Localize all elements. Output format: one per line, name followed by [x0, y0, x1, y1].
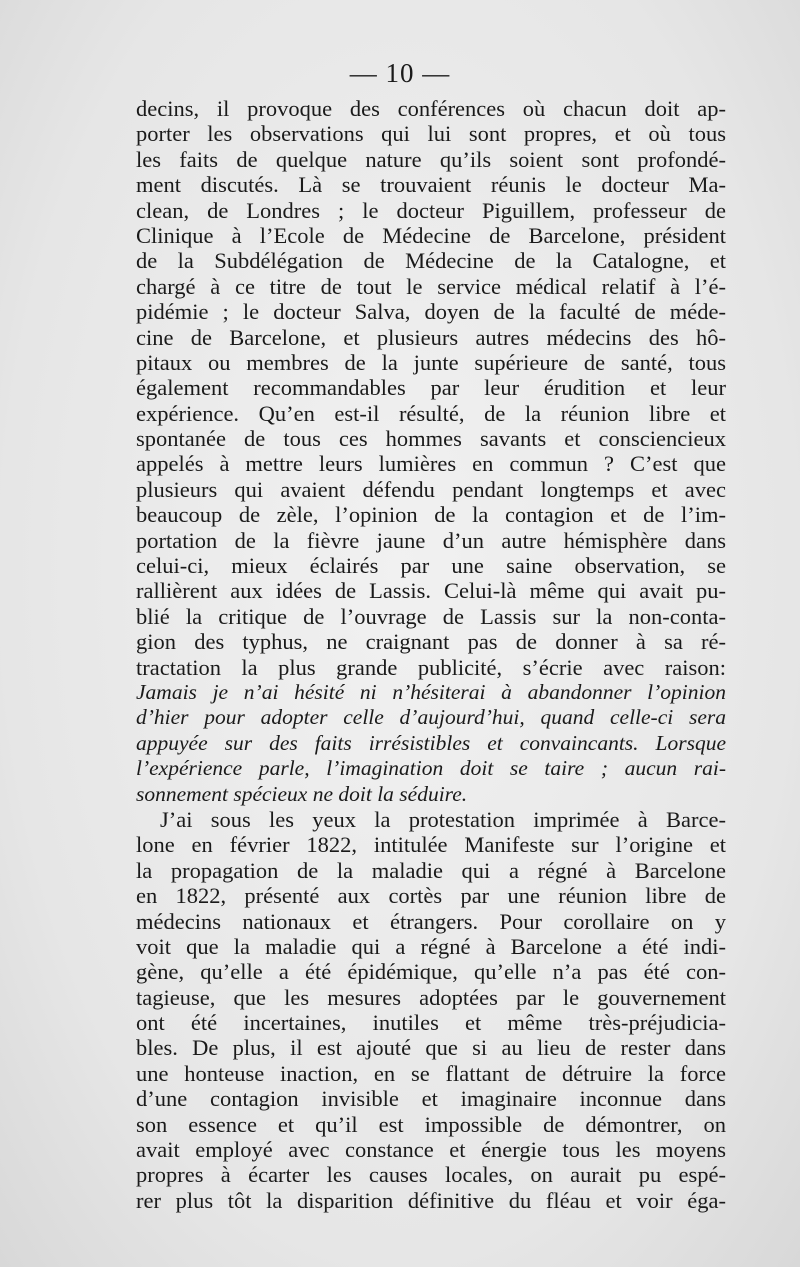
text-line: spontanée de tous ces hommes savants et consciencieux — [136, 426, 726, 452]
text-line: gène, qu’elle a été épidémique, qu’elle n’a pas été con- — [136, 959, 726, 985]
text-line: également recommandables par leur érudition et leur — [136, 375, 726, 401]
text-line: l’expérience parle, l’imagination doit se taire ; aucun rai- — [136, 756, 726, 781]
text-line: bles. De plus, il est ajouté que si au lieu de rester dans — [136, 1035, 726, 1061]
text-line: cine de Barcelone, et plusieurs autres médecins des hô- — [136, 324, 726, 350]
text-line: J’ai sous les yeux la protestation imprimée à Barce- — [160, 806, 726, 832]
text-line: Jamais je n’ai hésité ni n’hésiterai à abandonner l’opinion — [136, 679, 726, 704]
text-line: sonnement spécieux ne doit la séduire. — [136, 781, 468, 806]
text-line: voit que la maladie qui a régné à Barcelone a été indi- — [136, 933, 726, 959]
text-line: rallièrent aux idées de Lassis. Celui-là même qui avait pu- — [136, 578, 726, 604]
text-line: decins, il provoque des conférences où chacun doit ap- — [136, 96, 726, 121]
text-line: gion des typhus, ne craignant pas de donner à sa ré- — [136, 629, 726, 655]
text-line: propres à écarter les causes locales, on aurait pu espé- — [136, 1162, 726, 1188]
text-line: clean, de Londres ; le docteur Piguillem, professeur de — [136, 197, 726, 223]
text-line: la propagation de la maladie qui a régné à Barcelone — [136, 857, 726, 883]
text-line: son essence et qu’il est impossible de démontrer, on — [136, 1111, 726, 1137]
text-line: chargé à ce titre de tout le service médical relatif à l’é- — [136, 273, 726, 299]
text-line: avait employé avec constance et énergie tous les moyens — [136, 1137, 726, 1163]
text-line: appuyée sur des faits irrésistibles et convaincants. Lorsque — [136, 730, 726, 755]
text-line: portation de la fièvre jaune d’un autre hémisphère dans — [136, 527, 726, 553]
text-line: ont été incertaines, inutiles et même très-préjudicia- — [136, 1010, 726, 1036]
page-number: — 10 — — [349, 58, 451, 88]
text-line: de la Subdélégation de Médecine de la Catalogne, et — [136, 248, 726, 274]
text-line: beaucoup de zèle, l’opinion de la contagion et de l’im- — [136, 502, 726, 528]
text-line: une honteuse inaction, en se flattant de détruire la force — [136, 1060, 726, 1086]
text-line: ment discutés. Là se trouvaient réunis le docteur Ma- — [136, 172, 726, 198]
text-line: lone en février 1822, intitulée Manifeste sur l’origine et — [136, 832, 726, 858]
text-line: appelés à mettre leurs lumières en commun ? C’est que — [136, 451, 726, 477]
text-line: d’une contagion invisible et imaginaire inconnue dans — [136, 1086, 726, 1112]
text-line: blié la critique de l’ouvrage de Lassis sur la non-conta- — [136, 603, 726, 629]
text-line: celui-ci, mieux éclairés par une saine observation, se — [136, 553, 726, 579]
text-line: pitaux ou membres de la junte supérieure de santé, tous — [136, 349, 726, 375]
text-line: expérience. Qu’en est-il résulté, de la réunion libre et — [136, 400, 726, 426]
text-line: pidémie ; le docteur Salva, doyen de la faculté de méde- — [136, 299, 726, 325]
body-text — [136, 96, 726, 1213]
text-line: tagieuse, que les mesures adoptées par le gouvernement — [136, 984, 726, 1010]
text-line: d’hier pour adopter celle d’aujourd’hui, quand celle-ci sera — [136, 705, 726, 730]
text-line: plusieurs qui avaient défendu pendant longtemps et avec — [136, 476, 726, 502]
text-line: les faits de quelque nature qu’ils soient sont profondé- — [136, 146, 726, 172]
text-line: en 1822, présenté aux cortès par une réunion libre de — [136, 883, 726, 909]
text-line: rer plus tôt la disparition définitive du fléau et voir éga- — [136, 1187, 726, 1213]
text-line: porter les observations qui lui sont propres, et où tous — [136, 121, 726, 147]
text-line: Clinique à l’Ecole de Médecine de Barcelone, président — [136, 222, 726, 248]
text-line: médecins nationaux et étrangers. Pour corollaire on y — [136, 908, 726, 934]
text-line: tractation la plus grande publicité, s’écrie avec raison: — [136, 654, 726, 680]
